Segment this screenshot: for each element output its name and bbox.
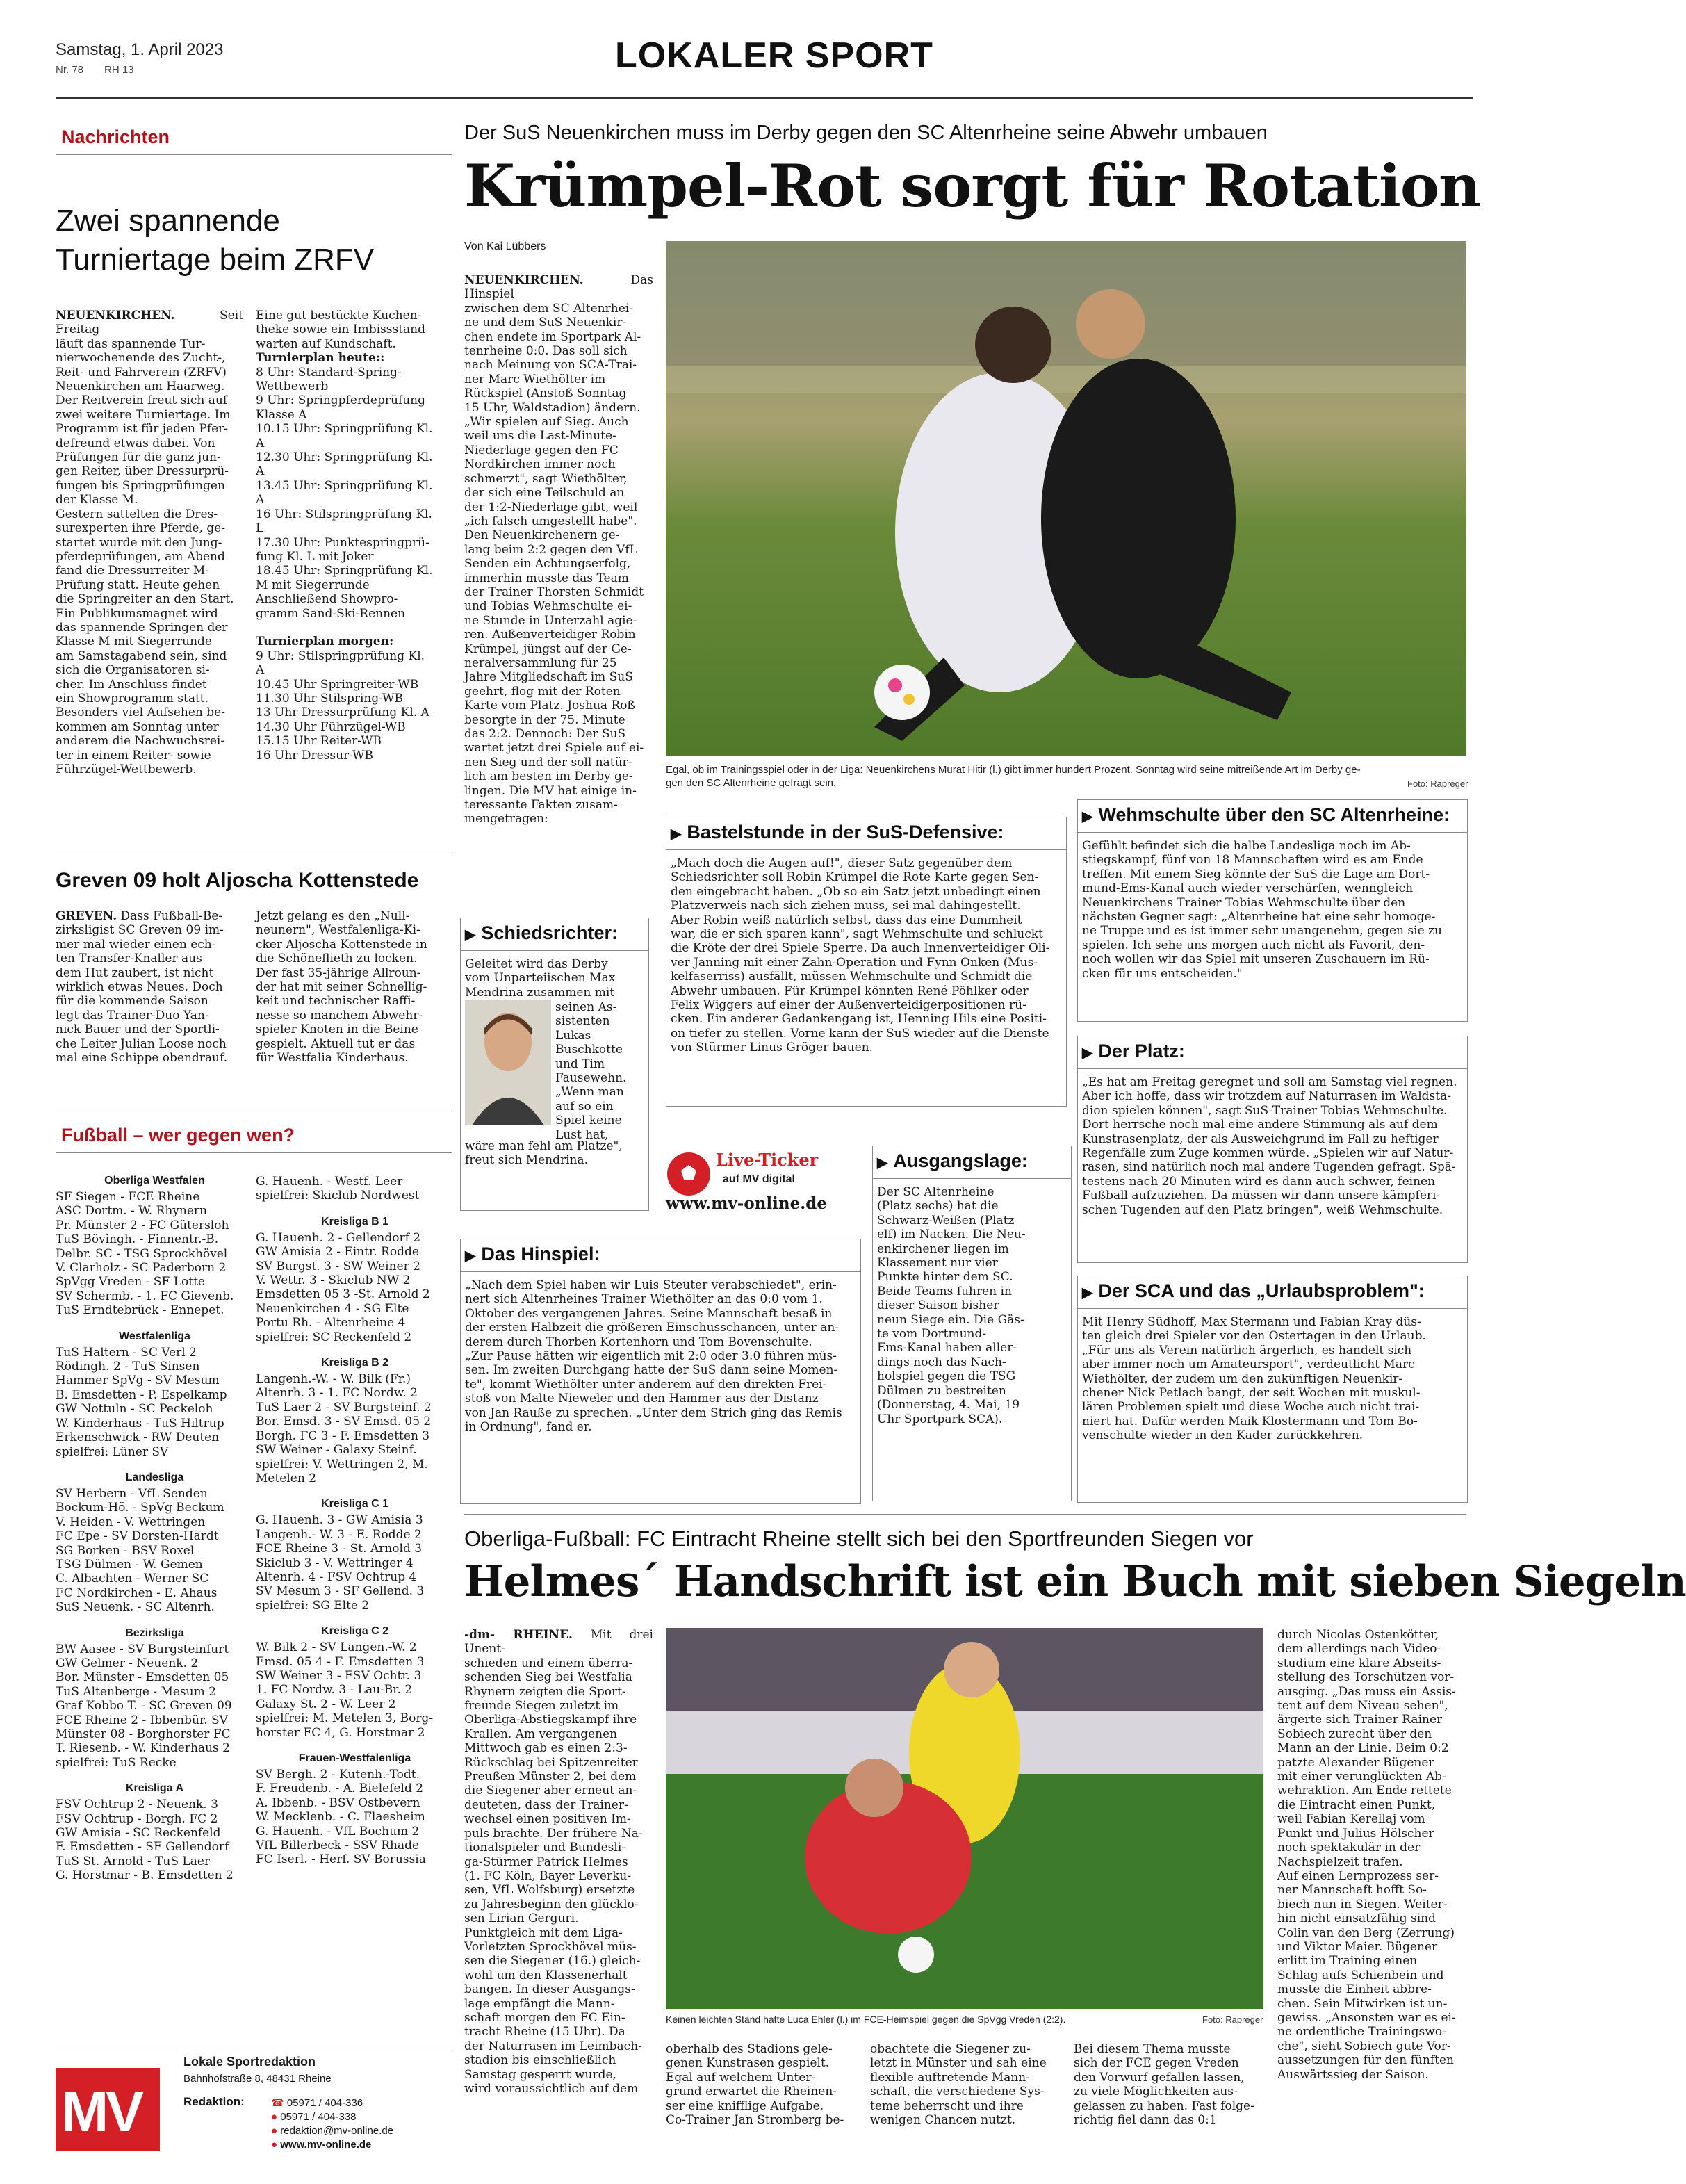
box-schiedsrichter-text-side: seinen As- sistenten Lukas Buschkotte und Tim Fausewehn. „Wenn man auf so ein Spiel keine Lust hat, [555,1000,627,1142]
league-fixtures: BW Aasee - SV Burgsteinfurt GW Gelmer - Neuenk. 2 Bor. Münster - Emsdetten 05 TuS Altenberge - Mesum 2 Graf Kobbo T. - SC Greven 09 FCE Rheine 2 - Ibbenbür. SV Münster 08 - Borghorster FC T. Riesenb. - W. Kinderhaus 2 spielfrei: TuS Recke [56,1642,232,1770]
box-title-text: Bastelstunde in der SuS-Defensive: [687,822,1004,842]
box-hinspiel-title [465,1244,600,1265]
edition-code: RH 13 [104,64,134,76]
issue-date: Samstag, 1. April 2023 [56,40,224,59]
league-name: Kreisliga A [126,1782,183,1795]
box-schiedsrichter-text-top: Geleitet wird das Derby vom Unparteiischen Max Mendrina zusammen mit [465,957,616,1000]
league-fixtures: SV Herbern - VfL Senden Bockum-Hö. - SpVg Beckum V. Heiden - V. Wettringen FC Epe - SV Dorsten-Hardt SG Borken - BSV Roxel TSG Dülmen - W. Gemen C. Albachten - Werner SC FC Nordkirchen - E. Ahaus SuS Neuenk. - SC Altenrh. [56,1486,224,1615]
contact-web [271,2138,393,2152]
rubric-rule [56,1152,452,1153]
fixtures-column-1 [56,1175,254,1896]
story2-kicker: Oberliga-Fußball: FC Eintracht Rheine stellt sich bei den Sportfreunden Siegen vor [464,1526,1254,1551]
rubric-fixtures: Fußball – wer gegen wen? [61,1125,295,1146]
box-platz-text: „Es hat am Freitag geregnet und soll am Samstag viel regnen. Aber ich hoffe, dass wir trotzdem auf Naturrasen im Waldsta- dion spielen können", sagt SuS-Trainer Tobias Wehmschulte. Dort herrsche noch mal eine andere Stimmung als auf dem Kunstrasenplatz, der als Ausweichgrund im Fall zu heftiger Regenfälle zum Zuge kommen würde. „Spielen wir auf Natur- rasen, sind natürlich noch mal andere Tugenden gefragt. Spä- testens nach 20 Minuten wird es dann auch schwer, feinen Fußball aufzuziehen. Da müssen wir dann unsere kämpferi- schen Tugenden auf den Platz bringen", weiß Wehmschulte. [1082,1075,1457,1217]
issue-number: Nr. 78 [56,64,84,76]
box-hinspiel-text: „Nach dem Spiel haben wir Luis Steuter verabschiedet", erin- nert sich Altenrheines Trainer Wiethölter an das 0:0 vom 1. Oktober des vergangenen Jahres. Seine Mannschaft besaß in der ersten Halbzeit die größeren Einschusschancen, unter an- derem durch Thorben Kortenhorn und Tom Bovenschulte. „Zur Pause hätten wir eigentlich mit 2:0 oder 3:0 führen müs- sen. Im zweiten Durchgang hatte der SuS dann seine Momen- te", kommt Wiethölter unter anderem auf den direkten Frei- stoß von Malte Nieweler und den Hammer aus der Distanz von Jan Rauße zu sprechen. „Unter dem Strich ging das Remis in Ordnung", fand er. [465,1278,842,1435]
story2-dateline: -dm- RHEINE. [464,1628,573,1642]
live-ticker-url[interactable]: www.mv-online.de [666,1194,827,1213]
box-rule [873,1178,1071,1179]
contact-fax [271,2110,393,2124]
box-urlaubsproblem-text: Mit Henry Südhoff, Max Stermann und Fabian Kray düs- ten gleich drei Spieler vor den Ostertagen in den Urlaub. „Für uns als Verein natürlich ärgerlich, es handelt sich aber immer noch um Amateursport", verdeutlicht Marc Wiethölter, der zudem um den zukünftigen Neuenkir- chener Nick Petlach bangt, der seit Wochen mit muskul- lären Problemen spielt und diese Woche auch nicht trai- niert hat. Dafür werden Maik Klostermann und Tom Bo- venschulte wieder in den Kader zurückkehren. [1082,1315,1426,1443]
referee-portrait-image [465,1000,551,1125]
story2-col4: Bei diesem Thema musste sich der FCE gegen Vreden den Vorwurf gefallen lassen, zu viele Möglichkeiten aus- gelassen zu haben. Fast folge- richtig fiel dann das 0:1 [1074,2042,1254,2128]
contact-address: Bahnhofstraße 8, 48431 Rheine [183,2073,332,2085]
story1-text: Das Hinspiel zwischen dem SC Altenrhei- ne und dem SuS Neuenkir- chen endete im Sportpark Al- tenrheine 0:0. Das soll sich nach Meinung von SCA-Trai- ner Marc Wiethölter im Rückspiel (Anstoß Sonntag 15 Uhr, Waldstadion) ändern. „Wir spielen auf Sieg. Auch weil uns die Last-Minute- Niederlage gegen den FC Nordkirchen immer noch schmerzt", sagt Wiethölter, der sich eine Teilschuld an der 1:2-Niederlage gibt, weil „ich falsch umgestellt habe". Den Neuenkirchenern ge- lang beim 2:2 gegen den VfL Senden ein Achtungserfolg, immerhin musste das Team der Trainer Thorsten Schmidt und Tobias Wehmschulte ei- ne Stunde in Unterzahl agie- ren. Außenverteidiger Robin Krümpel, jüngst auf der Ge- neralversammlung für 25 Jahre Mitgliedschaft im SuS geehrt, flog mit der Roten Karte vom Platz. Joshua Roß besorgte in der 75. Minute das 2:2. Dennoch: Der SuS wartet jetzt drei Spiele auf ei- nen Sieg und der soll natür- lich am besten im Derby ge- lingen. Die MV hat einige in- teressante Fakten zusam- mengetragen: [464,273,653,826]
football-photo-2 [666,1628,1263,2009]
box-bastelstunde [666,817,1067,1107]
article-zrfv-headline: Zwei spannende Turniertage beim ZRFV [56,204,375,277]
article-greven-text: Dass Fußball-Be- zirksligist SC Greven 09 im- mer mal wieder einen ech- ten Transfer-Knaller aus dem Hut zaubert, ist nicht wirklich etwas Neues. Doch für die kommende Saison legt das Trainer-Duo Yan- nick Bauer und der Sportli- che Leiter Julian Loose noch mal eine Schippe obendrauf. [56,909,228,1066]
referee-portrait [465,1000,551,1125]
plan-today-list: 8 Uhr: Standard-Spring- Wettbewerb 9 Uhr: Springpferdeprüfung Klasse A 10.15 Uhr: Springprüfung Kl. A 12.30 Uhr: Springprüfung Kl. A 13.45 Uhr: Springprüfung Kl. A 16 Uhr: Stilspringprüfung Kl. L 17.30 Uhr: Punktespringprü- fung Kl. L mit Joker 18.45 Uhr: Springprüfung Kl. M mit Siegerrunde Anschließend Showpro- gramm Sand-Ski-Rennen [256,365,433,621]
box-schiedsrichter [460,918,649,1211]
triangle-icon: ▶ [1082,809,1093,824]
league-name: Landesliga [125,1471,184,1483]
league-fixtures: G. Hauenh. 2 - Gellendorf 2 GW Amisia 2 - Eintr. Rodde SV Burgst. 3 - SW Weiner 2 V. Wettr. 3 - Skiclub NW 2 Emsdetten 05 3 -St. Arnold 2 Neuenkirchen 4 - SG Elte Portu Rh. - Altenrheine 4 spielfrei: SC Reckenfeld 2 [256,1230,430,1344]
story-divider [464,1514,1466,1515]
story2-text: Mit drei Unent- schieden und einem überra- schenden Sieg bei Westfalia Rhynern zeigten die Sport- freunde Siegen zuletzt im Oberliga-Abstiegskampf ihre Krallen. Am vergangenen Mittwoch gab es einen 2:3- Rückschlag bei Spitzenreiter Preußen Münster 2, bei dem die Siegener aber erneut an- deuteten, dass der Trainer- wechsel einen positiven Im- puls brachte. Der frühere Na- tionalspieler und Bundesli- ga-Stürmer Patrick Helmes (1. FC Köln, Bayer Leverku- sen, VfL Wolfsburg) ersetzte zu Jahresbeginn den glücklo- sen Lirian Gerguri. Punktgleich mit dem Liga- Vorletzten Sprockhövel müs- sen die Siegener (16.) gleich- wohl um den Klassenerhalt bangen. In dieser Ausgangs- lage empfängt die Mann- schaft morgen den FC Ein- tracht Rheine (15 Uhr). Da der Naturrasen im Leimbach- stadion bis einschließlich Samstag gesperrt wurde, wird voraussichtlich auf dem [464,1628,653,2096]
box-rule [1078,832,1467,833]
league-block [256,1498,454,1613]
box-wehmschulte-title [1082,804,1450,826]
triangle-icon: ▶ [1082,1045,1093,1061]
story2-headline: Helmes´ Handschrift ist ein Buch mit sieben Siegeln [464,1557,1686,1606]
web-icon: ● [271,2139,278,2151]
league-fixtures: G. Hauenh. - Westf. Leer spielfrei: Skiclub Nordwest [256,1175,420,1203]
league-block [56,1472,254,1615]
plan-today-heading: Turnierplan heute:: [256,351,385,366]
triangle-icon: ▶ [465,927,476,943]
league-block [56,1782,254,1882]
contact-label: Redaktion: [183,2095,245,2108]
story1-dateline: NEUENKIRCHEN. [464,273,584,287]
league-block [256,1216,454,1344]
box-bastelstunde-text: „Mach doch die Augen auf!", dieser Satz gegenüber dem Schiedsrichter soll Robin Krümpel die Rote Karte gegen Sen- den eingebracht haben. „Ob so ein Satz jetzt unbedingt einen Platzverweis nach sich ziehen muss, sei mal dahingestellt. Aber Robin weiß natürlich selbst, dass das eine Dummheit war, die er sich sparen kann", sagt Wehmschulte und schluckt die Kröte der drei Spiele Sperre. Da auch Innenverteidiger Oli- ver Janning mit einer Zahn-Operation und Fynn Onken (Mus- kelfaserriss) ausfällt, müssen Wehmschulte und Schmidt die Abwehr umbauen. Für Krümpel könnten René Pöhlker oder Felix Wiggers auf einer der Außenverteidigerpositionen rü- cken. Ein anderer Gedankengang ist, Henning Hils eine Positi- on tiefer zu stellen. Vorne kann der SuS wieder auf die Dienste von Stürmer Linus Gröger bauen. [671,856,1050,1055]
story2-col3: obachtete die Siegener zu- letzt in Münster und sah eine flexible auftretende Mann- schaft, die verschiedene Sys- teme beherrscht und ihre wenigen Chancen nutzt. [870,2042,1047,2128]
league-block [256,1357,454,1485]
league-name: Frauen-Westfalenliga [298,1752,411,1764]
triangle-icon: ▶ [465,1248,476,1264]
header-rule [56,97,1473,99]
league-fixtures: SV Bergh. 2 - Kutenh.-Todt. F. Freudenb. - A. Bielefeld 2 A. Ibbenb. - BSV Ostbevern W. Mecklenb. - C. Flaesheim G. Hauenh. - VfL Bochum 2 VfL Billerbeck - SSV Rhade FC Iserl. - Herf. SV Borussia [256,1768,426,1867]
league-fixtures: FSV Ochtrup 2 - Neuenk. 3 FSV Ochtrup - Borgh. FC 2 GW Amisia - SC Reckenfeld F. Emsdetten - SF Gellendorf TuS St. Arnold - TuS Laer G. Horstmar - B. Emsdetten 2 [56,1798,234,1883]
story2-col2: oberhalb des Stadions gele- genen Kunstrasen gespielt. Egal auf welchem Unter- grund erwartet die Rheinen- ser eine knifflige Aufgabe. Co-Trainer Jan Stromberg be- [666,2042,844,2128]
story1-photo-credit: Foto: Rapreger [1407,779,1468,789]
article-zrfv-intro: Eine gut bestückte Kuchen- theke sowie ein Imbissstand warten auf Kundschaft. [256,309,425,351]
plan-tomorrow-heading: Turnierplan morgen: [256,635,394,649]
box-title-text: Das Hinspiel: [481,1244,600,1264]
triangle-icon: ▶ [671,826,682,842]
article-zrfv-col1 [56,309,243,837]
league-block [56,1330,254,1459]
phone-icon: ☎ [271,2097,284,2109]
fax-icon: ● [271,2111,278,2123]
story1-headline: Krümpel-Rot sorgt für Rotation [464,152,1480,220]
league-fixtures: G. Hauenh. 3 - GW Amisia 3 Langenh.- W. 3 - E. Rodde 2 FCE Rheine 3 - St. Arnold 3 Skiclub 3 - V. Wettringer 4 Altenrh. 4 - FSV Ochtrup 4 SV Mesum 3 - SF Gellend. 3 spielfrei: SG Elte 2 [256,1513,425,1613]
football-photo [666,241,1466,756]
box-hinspiel [460,1239,861,1504]
story1-body [464,273,653,893]
contact-lines [271,2096,393,2152]
contact-web-value[interactable]: www.mv-online.de [280,2139,372,2151]
contact-fax-value: 05971 / 404-338 [280,2111,357,2123]
league-block [56,1175,254,1318]
box-ausgangslage [872,1146,1072,1501]
box-ausgangslage-text: Der SC Altenrheine (Platz sechs) hat die Schwarz-Weißen (Platz elf) im Nacken. Die Neu- enkirchener liegen im Klassement nur vier Punkte hinter dem SC. Beide Teams fuhren in dieser Saison bisher neun Siege ein. Die Gäs- te vom Dortmund- Ems-Kanal haben aller- dings noch das Nach- holspiel gegen die TSG Dülmen zu bestreiten (Donnerstag, 4. Mai, 19 Uhr Sportpark SCA). [877,1185,1026,1426]
box-rule [1078,1068,1467,1069]
plan-tomorrow-list: 9 Uhr: Stilspringprüfung Kl. A 10.45 Uhr Springreiter-WB 11.30 Uhr Stilspring-WB 13 Uhr Dressurprüfung Kl. A 14.30 Uhr Führzügel-WB 15.15 Uhr Reiter-WB 16 Uhr Dressur-WB [256,649,429,763]
box-title-text: Der Platz: [1098,1041,1185,1061]
story1-kicker: Der SuS Neuenkirchen muss im Derby gegen den SC Altenrheine seine Abwehr umbauen [464,122,1268,144]
live-ticker-sub: auf MV digital [723,1173,795,1185]
story1-photo [666,241,1466,756]
league-block [256,1625,454,1740]
box-schiedsrichter-text-bottom: wäre man fehl am Platze", freut sich Mendrina. [465,1139,623,1168]
league-name: Westfalenliga [119,1330,190,1342]
box-platz-title [1082,1041,1185,1062]
article-greven-dateline: GREVEN. [56,909,117,923]
section-title: LOKALER SPORT [615,35,933,76]
league-name: Kreisliga B 2 [321,1357,388,1369]
article-zrfv-text: Seit Freitag läuft das spannende Tur- nierwochenende des Zucht-, Reit- und Fahrverein (ZRFV) Neuenkirchen am Haarweg. Der Reitverein freut sich auf zwei weitere Turniertage. Im Programm ist für jeden Pfer- defreund etwas dabei. Von Prüfungen für die ganz jun- gen Reiter, über Dressurprü- fungen bis Springprüfungen der Klasse M. Gestern sattelten die Dres- surexperten ihre Pferde, ge- startet wurde mit den Jung- pferdeprüfungen, am Abend fand die Dressurreiter M- Prüfung statt. Heute gehen die Springreiter an den Start. Ein Publikumsmagnet wird das spannende Springen der Klasse M mit Siegerrunde am Samstagabend sein, sind sich die Organisatoren si- cher. Im Anschluss findet ein Showprogramm statt. Besonders viel Aufsehen be- kommen am Sonntag unter anderem die Nachwuchsrei- ter in einem Reiter- sowie Führzügel-Wettbewerb. [56,309,243,776]
story1-author: Von Kai Lübbers [464,241,546,252]
story2-photo-credit: Foto: Rapreger [1202,2014,1263,2025]
article-zrfv-dateline: NEUENKIRCHEN. [56,309,175,323]
triangle-icon: ▶ [877,1155,888,1171]
league-name: Oberliga Westfalen [104,1175,205,1187]
article-greven-col1 [56,909,243,1076]
contact-title: Lokale Sportredaktion [183,2055,316,2069]
box-title-text: Wehmschulte über den SC Altenrheine: [1098,804,1450,825]
story2-photo [666,1628,1263,2009]
league-name: Kreisliga C 2 [321,1625,388,1638]
mv-logo [56,2068,160,2151]
box-rule [1078,1308,1467,1309]
box-urlaubsproblem [1077,1276,1468,1503]
contact-email-value[interactable]: redaktion@mv-online.de [280,2125,394,2137]
box-title-text: Der SCA und das „Urlaubsproblem": [1098,1280,1425,1301]
box-rule [461,950,648,951]
box-rule [666,849,1066,850]
box-urlaubsproblem-title [1082,1280,1425,1302]
box-rule [461,1271,860,1272]
fixtures-column-2 [256,1175,454,1880]
box-schiedsrichter-title [465,922,618,944]
soccer-ball-icon [666,1151,712,1197]
mail-icon: ● [271,2125,278,2137]
league-block [256,1175,454,1203]
league-fixtures: W. Bilk 2 - SV Langen.-W. 2 Emsd. 05 4 - F. Emsdetten 3 SW Weiner 3 - FSV Ochtr. 3 1. FC Nordw. 3 - Lau-Br. 2 Galaxy St. 2 - W. Leer 2 spielfrei: M. Metelen 3, Borg- horster FC 4, G. Horstmar 2 [256,1640,434,1740]
story2-col1 [464,1628,653,2170]
story1-photo-caption: Egal, ob im Trainingsspiel oder in der Liga: Neuenkirchens Murat Hitir (l.) gibt immer hundert Prozent. Sonntag wird seine mitreißende Art im Derby ge- gen den SC Altenrheine gefragt sein. [666,764,1361,789]
league-block [256,1752,454,1867]
contact-phone-value: 05971 / 404-336 [286,2097,363,2109]
rubric-rule [56,154,452,155]
box-title-text: Ausgangslage: [893,1150,1028,1171]
box-wehmschulte [1077,799,1468,1022]
league-name: Bezirksliga [125,1627,184,1639]
box-ausgangslage-title [877,1150,1028,1172]
league-fixtures: TuS Haltern - SC Verl 2 Rödingh. 2 - TuS Sinsen Hammer SpVg - SV Mesum B. Emsdetten - P. Espelkamp GW Nottuln - SC Peckeloh W. Kinderhaus - TuS Hiltrup Erkenschwick - RW Deuten spielfrei: Lüner SV [56,1345,227,1459]
live-ticker-ad[interactable] [666,1147,867,1216]
league-name: Kreisliga B 1 [321,1215,388,1228]
box-wehmschulte-text: Gefühlt befindet sich die halbe Landesliga noch im Ab- stiegskampf, fünf von 18 Mannschaften wird es am Ende treffen. Mit einem Sieg könnte der SuS die Lage am Dort- mund-Ems-Kanal auch wieder verschärfen, wenngleich Neuenkirchens Trainer Tobias Wehmschulte über den nächsten Gegner sagt: „Altenrheine hat eine sehr homoge- ne Truppe und es ist immer sehr unangenehm, gegen sie zu spielen. Ich sehe uns morgen auch nicht als Favorit, den- noch wollen wir das Spiel mit unseren Zuschauern im Rü- cken für uns entscheiden." [1082,839,1442,981]
box-bastelstunde-title [671,822,1004,843]
contact-phone [271,2096,393,2110]
article-zrfv-col2 [256,309,454,837]
league-block [56,1627,254,1770]
box-title-text: Schiedsrichter: [481,922,618,943]
article-greven-col2: Jetzt gelang es den „Null- neunern", Westfalenliga-Ki- cker Aljoscha Kottenstede in die Schöneflieth zu locken. Der fast 35-jährige Allroun- der hat mit seiner Schnellig- keit und technischer Raffi- nesse so manchem Abwehr- spieler Knoten in die Beine gespielt. Aktuell tut er das für Westfalia Kinderhaus. [256,909,427,1066]
mv-logo-text: MV [61,2080,141,2144]
live-ticker-title: Live-Ticker [716,1150,819,1170]
box-platz [1077,1036,1468,1263]
contact-email [271,2124,393,2138]
rubric-nachrichten: Nachrichten [61,127,170,147]
league-fixtures: SF Siegen - FCE Rheine ASC Dortm. - W. Rhynern Pr. Münster 2 - FC Gütersloh TuS Bövingh. - Finnentr.-B. Delbr. SC - TSG Sprockhövel V. Clarholz - SC Paderborn 2 SpVgg Vreden - SF Lotte SV Schermb. - 1. FC Gievenb. TuS Erndtebrück - Ennepet. [56,1190,234,1318]
league-name: Kreisliga C 1 [321,1498,388,1510]
story2-photo-caption: Keinen leichten Stand hatte Luca Ehler (l.) im FCE-Heimspiel gegen die SpVgg Vreden (2:2). [666,2014,1066,2025]
article-greven-headline: Greven 09 holt Aljoscha Kottenstede [56,869,419,892]
league-fixtures: Langenh.-W. - W. Bilk (Fr.) Altenrh. 3 - 1. FC Nordw. 2 TuS Laer 2 - SV Burgsteinf. 2 Bor. Emsd. 3 - SV Emsd. 05 2 Borgh. FC 3 - F. Emsdetten 3 SW Weiner - Galaxy Steinf. spielfrei: V. Wettringen 2, M. Metelen 2 [256,1372,432,1485]
story2-col5: durch Nicolas Ostenkötter, dem allerdings nach Video- studium eine klare Abseits- stellung des Torschützen vor- ausging. „Das muss ein Assis- tent auf dem Niveau sehen", ärgerte sich Trainer Rainer Sobiech zurecht über den Mann an der Linie. Beim 0:2 patzte Alexander Bügener mit einer verunglückten Ab- wehraktion. Am Ende rettete die Eintracht einen Punkt, weil Fabian Kerellaj vom Punkt und Julius Hölscher noch spektakulär in der Nachspielzeit trafen. Auf einen Lernprozess ser- ner Mannschaft hofft So- biech nun in Siegen. Weiter- hin nicht einsatzfähig sind Colin van den Berg (Zerrung) und Viktor Maier. Bügener erlitt im Training einen Schlag aufs Schienbein und musste die Einheit abbre- chen. Sein Mitwirken ist un- gewiss. „Ansonsten war es ei- ne ordentliche Trainingswo- che", sieht Sobiech gute Vor- aussetzungen für den fünften Auswärtssieg der Saison. [1277,1628,1456,2082]
triangle-icon: ▶ [1082,1285,1093,1301]
